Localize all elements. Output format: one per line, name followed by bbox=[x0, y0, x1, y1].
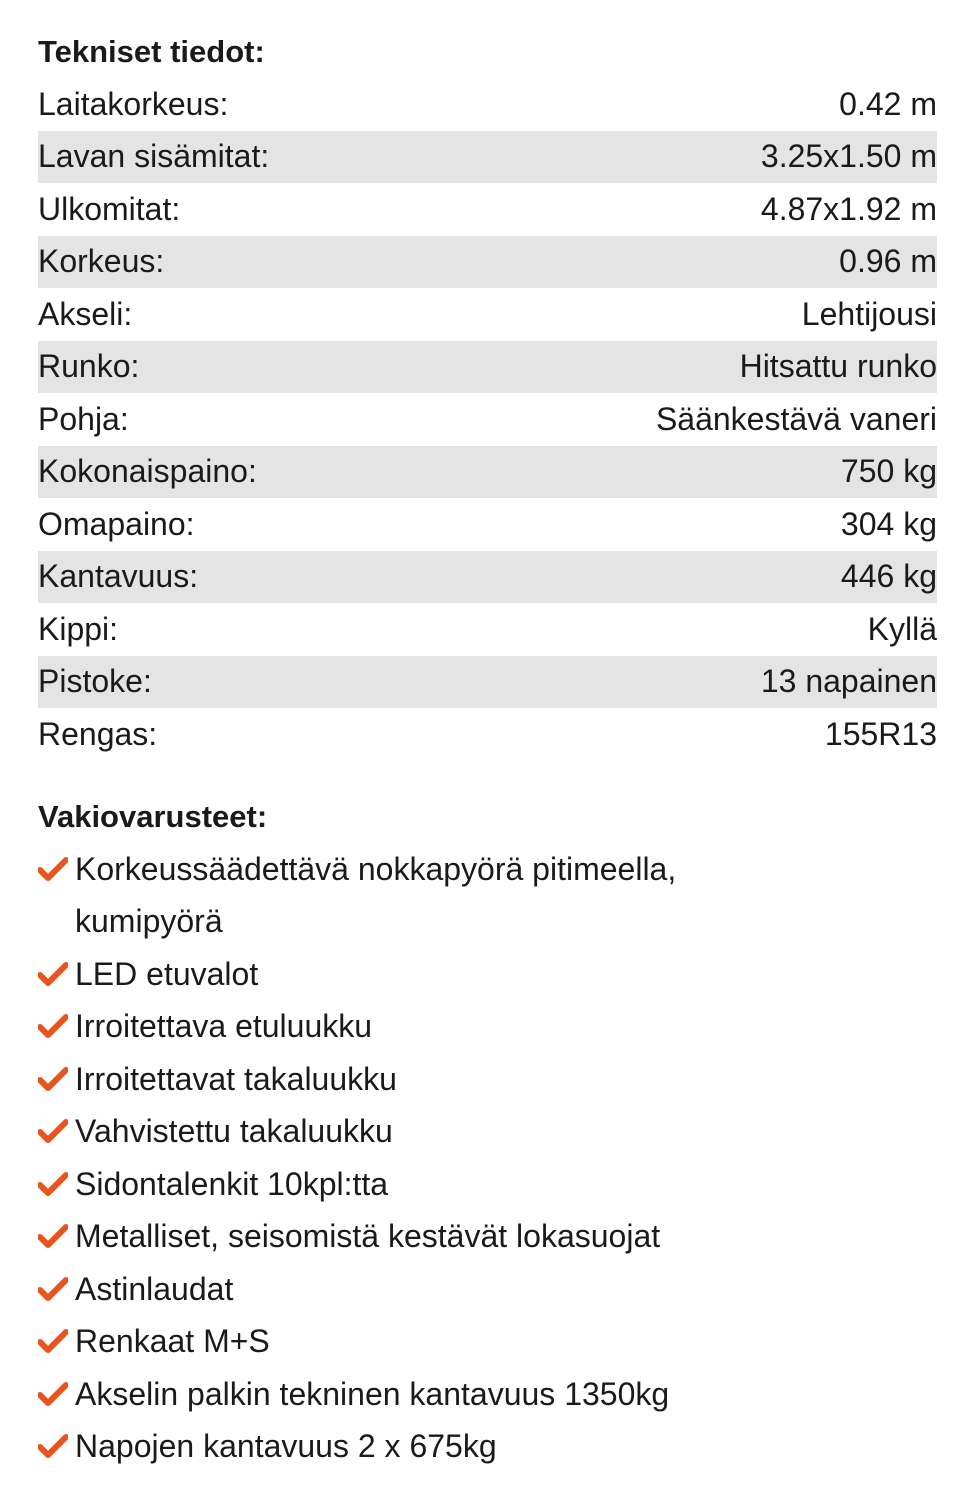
equipment-item bbox=[38, 1053, 937, 1106]
spec-label: Pohja: bbox=[38, 400, 129, 437]
equipment-item bbox=[38, 1315, 937, 1368]
spec-value: Lehtijousi bbox=[801, 295, 937, 332]
equipment-text: Napojen kantavuus 2 x 675kg bbox=[75, 1428, 497, 1464]
equipment-item bbox=[38, 1158, 937, 1211]
equipment-item bbox=[38, 1210, 937, 1263]
spec-value: 4.87x1.92 m bbox=[760, 190, 937, 227]
spec-label: Runko: bbox=[38, 348, 140, 385]
spec-value: 155R13 bbox=[824, 715, 937, 752]
equipment-text: Irroitettavat takaluukku bbox=[75, 1060, 397, 1097]
product-details bbox=[38, 26, 937, 1473]
equipment-text: LED etuvalot bbox=[75, 955, 259, 992]
spec-label: Kippi: bbox=[38, 610, 119, 647]
spec-row bbox=[38, 498, 937, 551]
checkmark-icon bbox=[38, 843, 75, 896]
specs-table bbox=[38, 78, 937, 761]
equipment-text: Akselin palkin tekninen kantavuus 1350kg bbox=[75, 1375, 670, 1412]
equipment-list bbox=[38, 843, 937, 1473]
equipment-text: Metalliset, seisomistä kestävät lokasuojat bbox=[75, 1218, 661, 1254]
equipment-heading: Vakiovarusteet: bbox=[38, 798, 268, 834]
spec-value: 304 kg bbox=[840, 505, 937, 542]
equipment-item bbox=[38, 1263, 937, 1316]
spec-value: 0.96 m bbox=[839, 243, 937, 280]
equipment-text: Renkaat M+S bbox=[75, 1323, 270, 1359]
equipment-item bbox=[38, 1368, 937, 1421]
spec-value: 13 napainen bbox=[760, 663, 937, 700]
checkmark-icon bbox=[38, 1158, 75, 1211]
spec-label: Kokonaispaino: bbox=[38, 453, 257, 490]
checkmark-icon bbox=[38, 1000, 75, 1053]
equipment-item bbox=[38, 1105, 937, 1158]
equipment-text: Astinlaudat bbox=[75, 1270, 234, 1307]
equipment-text: Korkeussäädettävä nokkapyörä pitimeella, kumipyörä bbox=[75, 850, 677, 939]
spec-row bbox=[38, 708, 937, 761]
spec-row bbox=[38, 551, 937, 604]
spec-row bbox=[38, 131, 937, 184]
equipment-item bbox=[38, 1000, 937, 1053]
checkmark-icon bbox=[38, 1368, 75, 1421]
spec-label: Omapaino: bbox=[38, 505, 195, 542]
spec-label: Rengas: bbox=[38, 715, 158, 752]
specs-heading: Tekniset tiedot: bbox=[38, 34, 265, 69]
spec-label: Ulkomitat: bbox=[38, 190, 181, 227]
spec-value: 446 kg bbox=[840, 558, 937, 595]
spec-value: 750 kg bbox=[840, 453, 937, 490]
equipment-text: Vahvistettu takaluukku bbox=[75, 1113, 393, 1149]
spec-row bbox=[38, 603, 937, 656]
equipment-item bbox=[38, 948, 937, 1001]
spec-row bbox=[38, 236, 937, 289]
spec-row bbox=[38, 78, 937, 131]
spec-label: Kantavuus: bbox=[38, 558, 199, 595]
spec-value: Hitsattu runko bbox=[739, 348, 937, 385]
spec-label: Akseli: bbox=[38, 295, 133, 332]
equipment-item bbox=[38, 1420, 937, 1473]
spec-label: Laitakorkeus: bbox=[38, 85, 229, 122]
spec-value: Säänkestävä vaneri bbox=[655, 400, 937, 437]
equipment-text: Irroitettava etuluukku bbox=[75, 1008, 373, 1044]
checkmark-icon bbox=[38, 1105, 75, 1158]
spec-row bbox=[38, 393, 937, 446]
spec-label: Korkeus: bbox=[38, 243, 165, 280]
spec-value: 3.25x1.50 m bbox=[760, 138, 937, 175]
spec-row bbox=[38, 446, 937, 499]
spec-label: Lavan sisämitat: bbox=[38, 138, 270, 175]
checkmark-icon bbox=[38, 948, 75, 1001]
spec-value: 0.42 m bbox=[839, 85, 937, 122]
spec-value: Kyllä bbox=[867, 610, 937, 647]
checkmark-icon bbox=[38, 1210, 75, 1263]
spec-row bbox=[38, 656, 937, 709]
spec-row bbox=[38, 288, 937, 341]
spec-label: Pistoke: bbox=[38, 663, 152, 700]
spec-row bbox=[38, 183, 937, 236]
spec-row bbox=[38, 341, 937, 394]
checkmark-icon bbox=[38, 1053, 75, 1106]
equipment-text: Sidontalenkit 10kpl:tta bbox=[75, 1165, 389, 1202]
checkmark-icon bbox=[38, 1263, 75, 1316]
equipment-item bbox=[38, 843, 937, 948]
checkmark-icon bbox=[38, 1420, 75, 1473]
checkmark-icon bbox=[38, 1315, 75, 1368]
